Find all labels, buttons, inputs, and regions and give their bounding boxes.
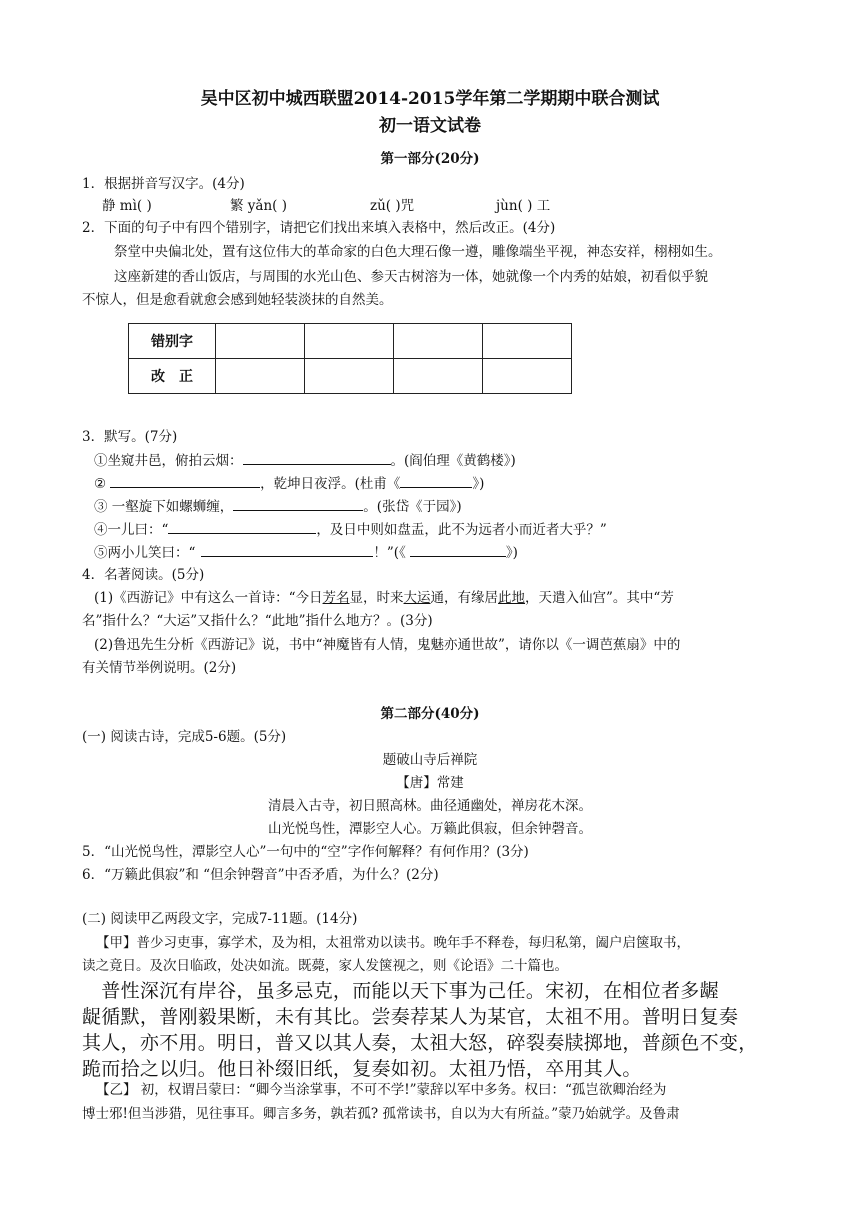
q3-text: ⑤两小儿笑曰：“ [94,545,196,561]
q4-paragraph: 名”指什么？“大运”又指什么？“此地”指什么地方？。(3分) [82,613,433,629]
underlined-term: 此地 [498,590,526,606]
table-header-cell: 改 正 [129,359,216,394]
section-instruction: (一) 阅读古诗，完成5-6题。(5分) [82,729,287,745]
passage-yi: 博士邪!但当涉猎，见往事耳。卿言多务，孰若孤? 孤常读书，自以为大有所益。”蒙乃始就学。及鲁肃 [82,1106,680,1122]
passage-jia: 【甲】普少习吏事，寡学术，及为相，太祖常劝以读书。晚年手不释卷，每归私第，阖户启箧取书， [96,935,690,951]
q2-paragraph: 这座新建的香山饭店，与周围的水光山色、参天古树溶为一体，她就像一个内秀的姑娘，初看似乎貌 [114,269,708,285]
q1-item: 静 mì( ) [102,198,152,214]
blank-line[interactable] [233,497,363,511]
q4-text: ，天遣入仙宫”。其中“芳 [525,590,674,606]
table-row [129,324,572,359]
answer-cell[interactable] [305,324,394,359]
poem-line: 清晨入古寺，初日照高林。曲径通幽处，禅房花木深。 [268,798,592,814]
blank-line[interactable] [110,474,260,488]
q3-text: ，乾坤日夜浮。(杜甫《 [260,476,401,492]
q1-item: jùn( ) 工 [496,198,551,214]
blank-line[interactable] [168,520,316,534]
q4-paragraph: (2)鲁迅先生分析《西游记》说，书中“神魔皆有人情，鬼魅亦通世故”，请你以《一调芭蕉扇》中的 [94,637,681,653]
section-instruction: (二) 阅读甲乙两段文字，完成7-11题。(14分) [82,911,358,927]
answer-cell[interactable] [216,359,305,394]
q3-text: 。(阎伯理《黄鹤楼》) [390,453,516,469]
passage-yi: 【乙】 初，权谓吕蒙曰：“卿今当涂掌事，不可不学!”蒙辞以军中多务。权曰：“孤岂欲卿治经为 [96,1082,667,1098]
q4-paragraph: 有关情节举例说明。(2分) [82,660,237,676]
q4-text: 通，有缘居 [430,590,499,606]
q3-text: ③ 一壑旋下如螺蛳缠， [94,499,234,515]
correction-table [128,323,572,394]
q1-item: 繁 yǎn( ) [230,198,287,214]
blank-line[interactable] [201,543,373,557]
blank-line[interactable] [400,474,472,488]
q3-text: ，及日中则如盘盂，此不为远者小而近者大乎？” [316,522,607,538]
q3-line-1 [94,451,516,470]
q2-paragraph: 祭堂中央偏北处，置有这位伟大的革命家的白色大理石像一遵，雕像端坐平视，神态安祥，栩栩如生。 [114,244,722,260]
poem-title: 题破山寺后禅院 [382,752,478,768]
answer-cell[interactable] [483,359,572,394]
q3-line-2 [94,474,484,493]
passage-jia: 读之竟日。及次日临政，处决如流。既薨，家人发箧视之，则《论语》二十篇也。 [82,958,568,974]
poem-author: 【唐】常建 [396,775,464,791]
q6-prompt: 6．“万籁此俱寂”和 “但余钟磬音”中否矛盾，为什么？(2分) [82,867,439,883]
q3-text: ①坐窥井邑，俯拍云烟： [94,453,243,469]
poem-line: 山光悦鸟性，潭影空人心。万籁此俱寂，但余钟磬音。 [268,821,592,837]
q3-text: ！”(《 [373,545,406,561]
answer-cell[interactable] [483,324,572,359]
q3-text: 》) [472,476,485,492]
answer-cell[interactable] [216,324,305,359]
exam-title: 吴中区初中城西联盟2014-2015学年第二学期期中联合测试 [200,89,660,109]
q4-text: 显，时来 [349,590,404,606]
q4-prompt: 4．名著阅读。(5分) [82,567,205,583]
q4-text: (1)《西游记》中有这么一首诗：“今日 [94,590,323,606]
passage-jia-large: 龊循默，普刚毅果断，未有其比。尝奏荐某人为某官，太祖不用。普明日复奏 [82,1006,739,1028]
q3-line-3 [94,497,462,516]
q3-text: 》) [505,545,518,561]
q3-line-4 [94,520,607,539]
q4-paragraph [94,589,674,607]
q3-prompt: 3．默写。(7分) [82,429,178,445]
table-row [129,359,572,394]
q2-paragraph: 不惊人，但是愈看就愈会感到她轻装淡抹的自然美。 [82,292,393,308]
q1-prompt: 1．根据拼音写汉字。(4分) [82,176,245,192]
passage-jia-large: 其人，亦不用。明日，普又以其人奏，太祖大怒，碎裂奏牍掷地，普颜色不变， [82,1032,758,1054]
exam-subtitle: 初一语文试卷 [379,116,481,136]
answer-cell[interactable] [305,359,394,394]
answer-cell[interactable] [394,359,483,394]
passage-jia-large: 普性深沉有岸谷，虽多忌克，而能以天下事为己任。宋初，在相位者多龌 [82,980,719,1002]
part1-heading: 第一部分(20分) [380,151,480,167]
q5-prompt: 5．“山光悦鸟性，潭影空人心”一句中的“空”字作何解释？有何作用？(3分) [82,844,529,860]
answer-cell[interactable] [394,324,483,359]
q3-text: ② [94,476,107,492]
blank-line[interactable] [410,543,506,557]
part2-heading: 第二部分(40分) [380,706,480,722]
table-header-cell: 错别字 [129,324,216,359]
passage-jia-large: 跪而拾之以归。他日补缀旧纸，复奏如初。太祖乃悟，卒用其人。 [82,1058,642,1080]
q1-item: zǔ( )咒 [370,198,415,214]
q3-text: ④一儿曰：“ [94,522,169,538]
q2-prompt: 2．下面的句子中有四个错别字，请把它们找出来填入表格中，然后改正。(4分) [82,220,556,236]
q3-text: 。(张岱《于园》) [363,499,462,515]
underlined-term: 芳名 [322,590,350,606]
underlined-term: 大运 [403,590,431,606]
blank-line[interactable] [243,451,391,465]
q3-line-5 [94,543,518,562]
